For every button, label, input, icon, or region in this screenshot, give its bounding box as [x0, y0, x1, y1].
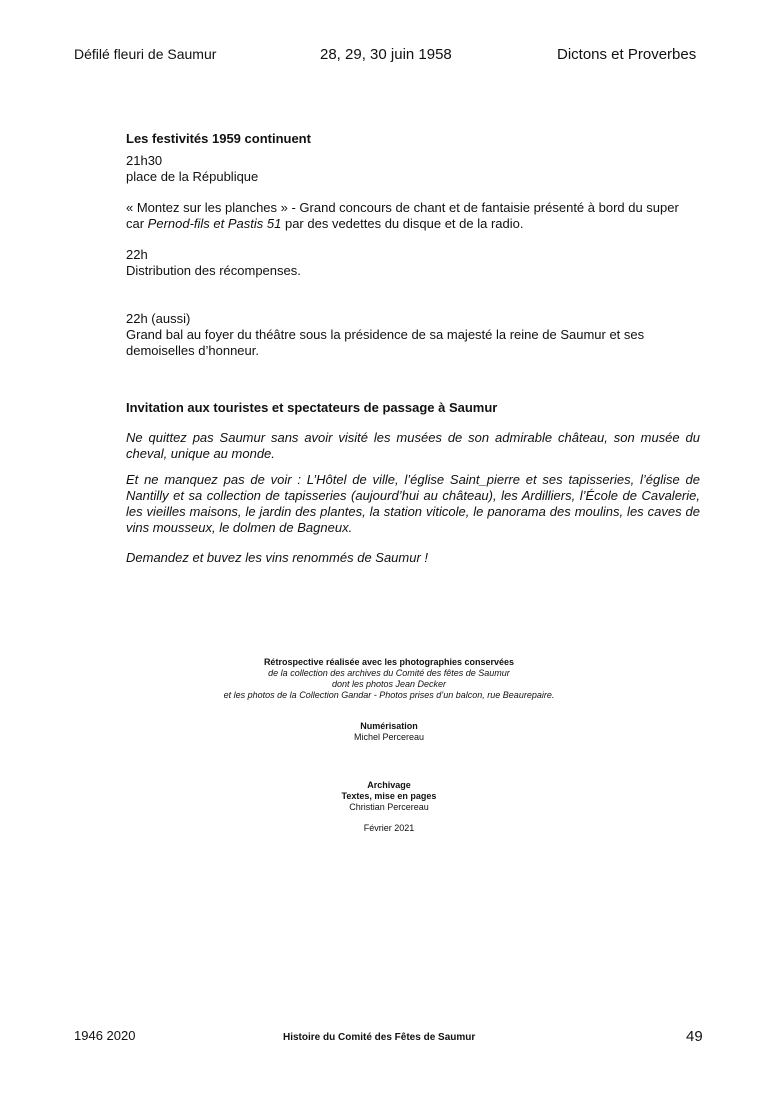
credits-date: Février 2021 [363, 823, 415, 833]
running-header-dates: 28, 29, 30 juin 1958 [320, 46, 452, 63]
credits-arch-title: Archivage [367, 780, 411, 790]
credits-retro-title: Rétrospective réalisée avec les photographies conservées [263, 657, 515, 667]
credits-num-name: Michel Percereau [353, 732, 425, 742]
event-3-time: 22h (aussi) [126, 311, 191, 326]
event-1-desc-part-a: « Montez sur les planches » - Grand concours de chant et de fantaisie présenté à bord du super car [126, 200, 679, 231]
credits-retro-line-3: et les photos de la Collection Gandar - Photos prises d’un balcon, rue Beaurepaire. [223, 690, 555, 700]
event-2 [126, 247, 700, 279]
invitation-paragraph-3: Demandez et buvez les vins renommés de Saumur ! [126, 550, 429, 565]
event-1-sponsor: Pernod-fils et Pastis 51 [147, 216, 282, 231]
credits-arch-subtitle: Textes, mise en pages [341, 791, 437, 801]
credits-retro-line-2: dont les photos Jean Decker [331, 679, 447, 689]
credits-archivage [0, 780, 778, 813]
credits-numerisation [0, 721, 778, 743]
event-1-description [126, 200, 700, 232]
invitation-heading: Invitation aux touristes et spectateurs de passage à Saumur [126, 400, 498, 415]
page-number: 49 [686, 1028, 703, 1045]
event-1-time: 21h30 [126, 153, 163, 168]
event-2-description: Distribution des récompenses. [126, 263, 301, 278]
event-1-desc-part-b: par des vedettes du disque et de la radio. [281, 216, 524, 231]
running-header-left: Défilé fleuri de Saumur [74, 46, 217, 62]
event-2-time: 22h [126, 247, 148, 262]
credits-retrospective [0, 657, 778, 701]
footer-title: Histoire du Comité des Fêtes de Saumur [283, 1032, 476, 1043]
credits-retro-line-1: de la collection des archives du Comité des fêtes de Saumur [268, 668, 510, 678]
credits-arch-name: Christian Percereau [349, 802, 429, 812]
invitation-paragraph-1: Ne quittez pas Saumur sans avoir visité les musées de son admirable château, son musée du cheval, unique au monde. [126, 430, 700, 461]
credits-num-title: Numérisation [360, 721, 418, 731]
event-3 [126, 311, 700, 359]
invitation-paragraph-2: Et ne manquez pas de voir : L’Hôtel de ville, l’église Saint_pierre et ses tapisseries, l’église de Nantilly et sa collection de tapisseries (aujourd’hui au château), les Ardilliers, l’École de Cavalerie, les vieilles maisons, le jardin des plantes, la station viticole, le panorama des moulins, les caves de vins mousseux, le dolmen de Bagneux. [126, 472, 700, 535]
footer-years: 1946 2020 [74, 1028, 136, 1043]
festivites-heading: Les festivités 1959 continuent [126, 131, 311, 146]
running-header-right: Dictons et Proverbes [557, 46, 697, 63]
event-3-description: Grand bal au foyer du théâtre sous la présidence de sa majesté la reine de Saumur et ses demoiselles d’honneur. [126, 327, 645, 358]
event-1 [126, 153, 700, 185]
event-1-place: place de la République [126, 169, 259, 184]
